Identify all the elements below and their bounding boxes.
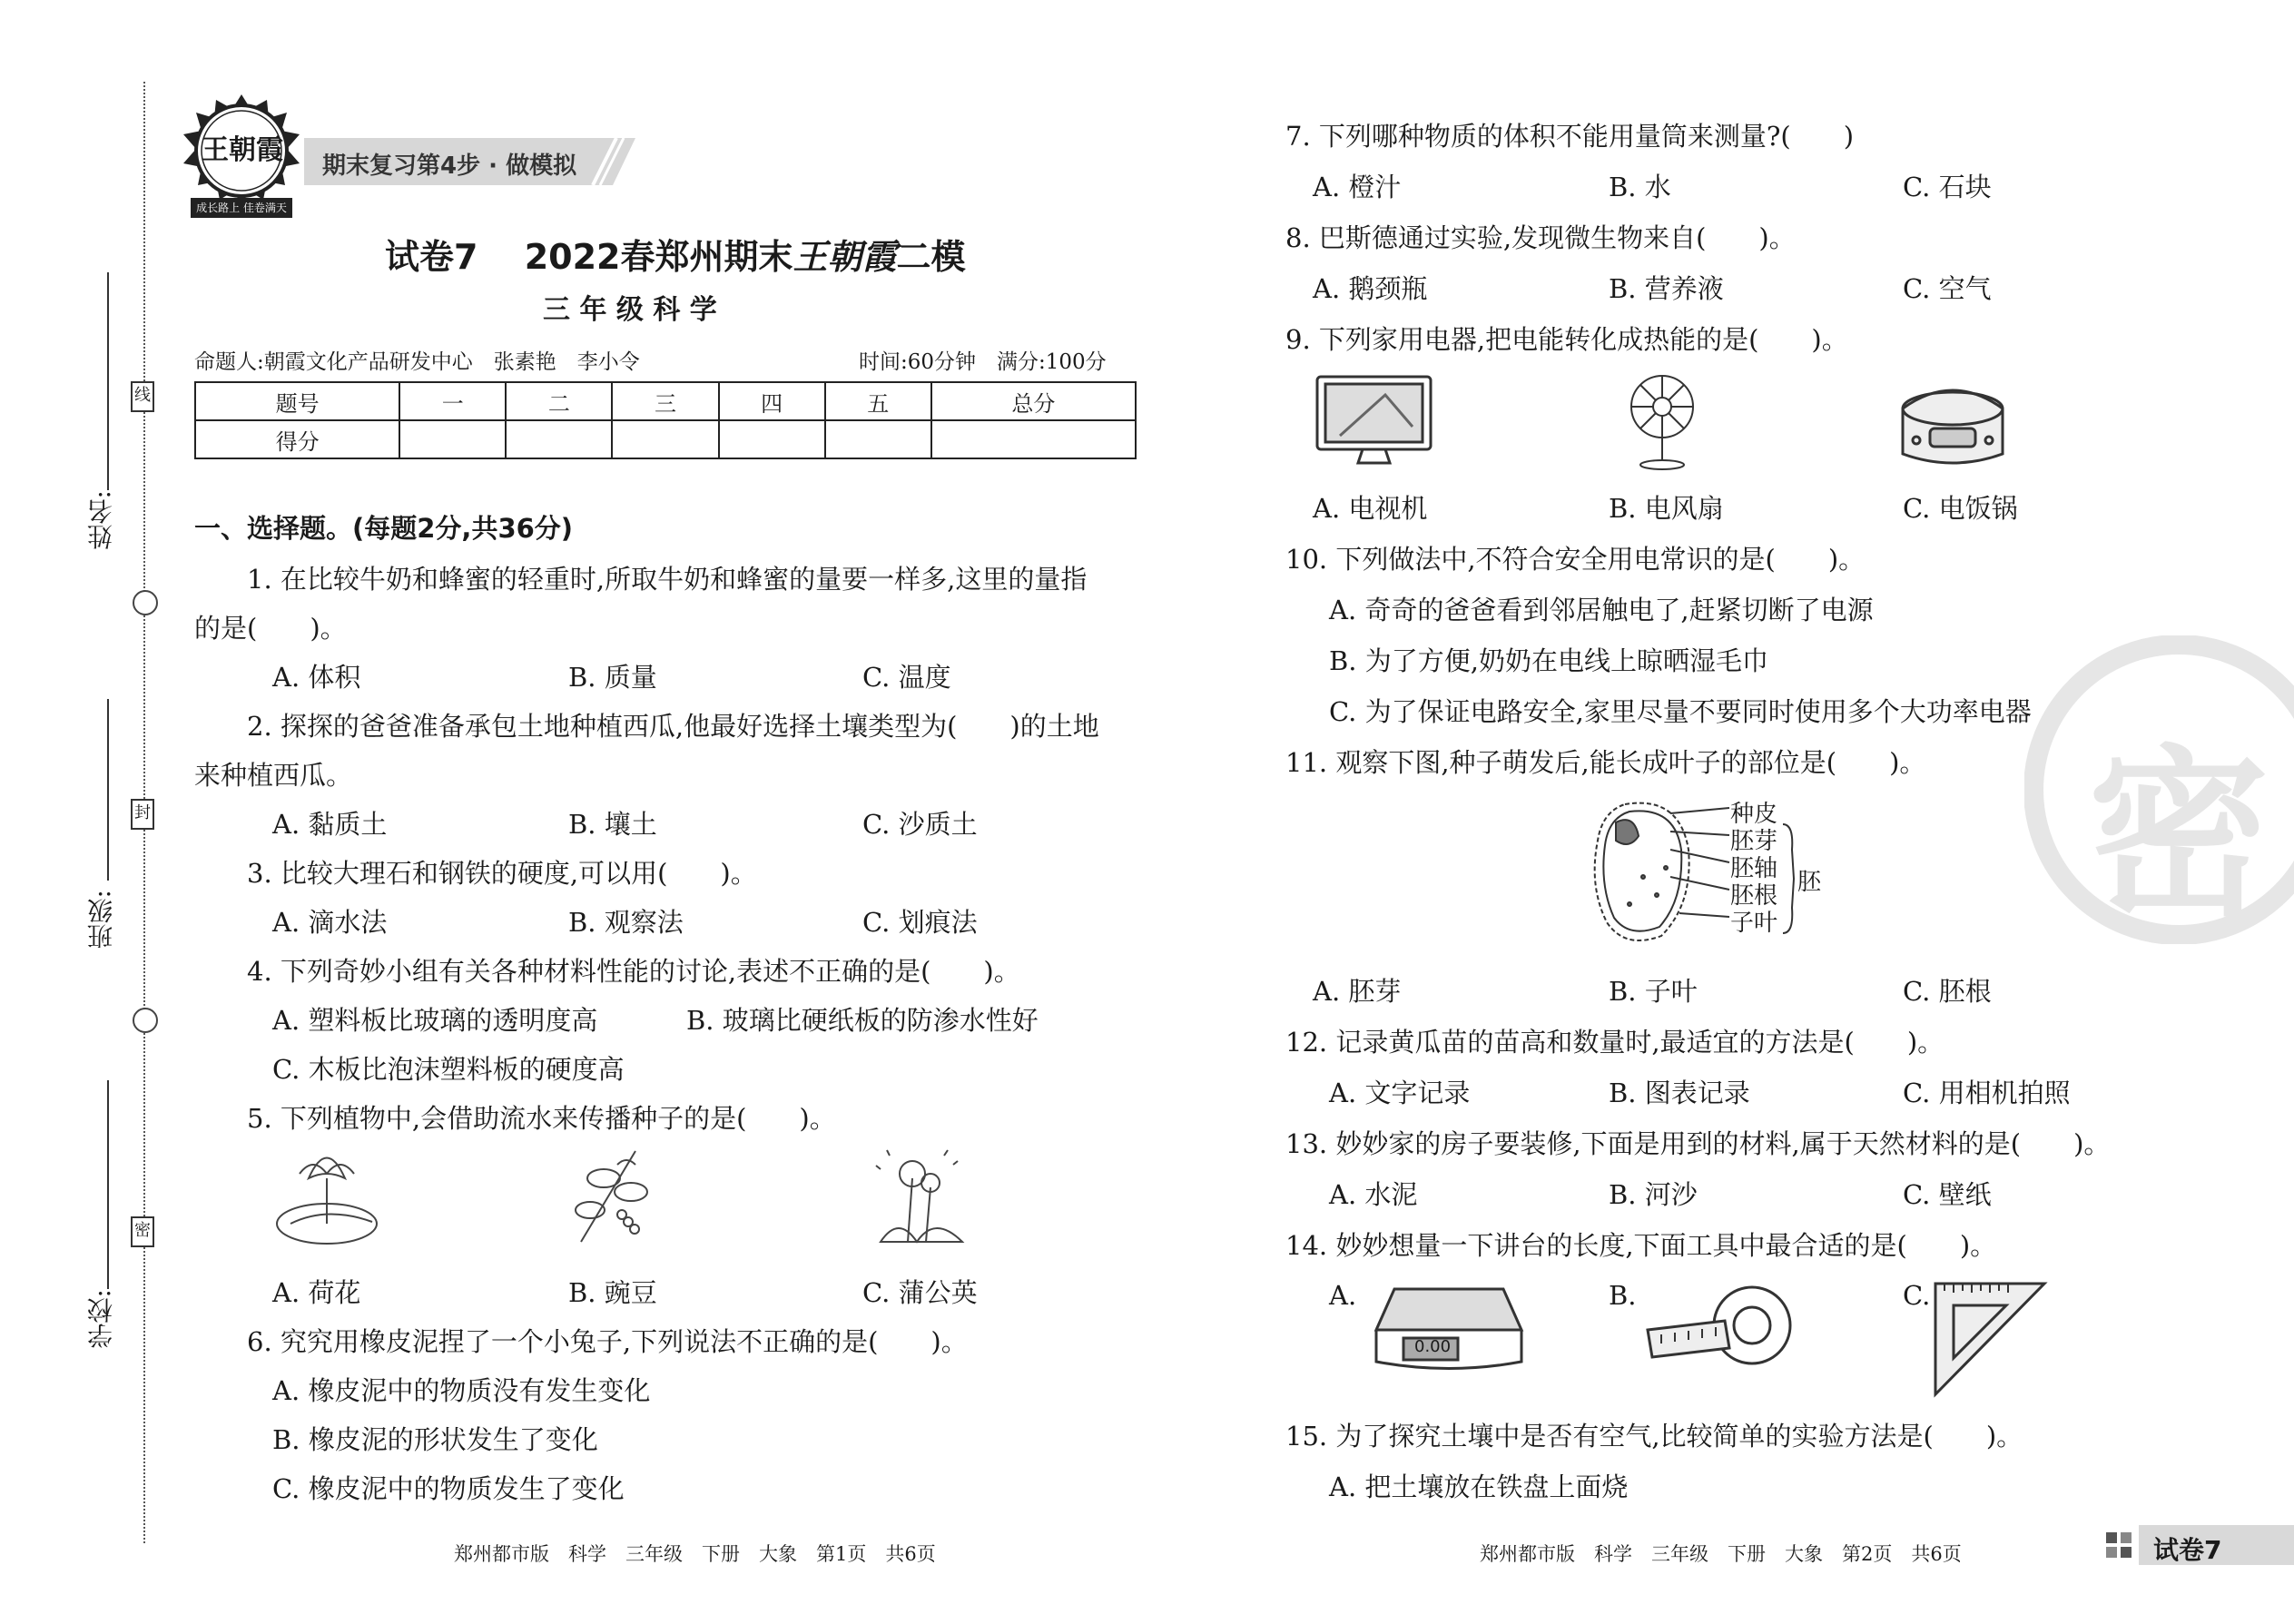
banner-text: 期末复习第4步 · 做模拟 — [322, 153, 577, 180]
q9-stem: 9. 下列家用电器,把电能转化成热能的是( )。 — [1285, 324, 1848, 355]
q5-option-b[interactable]: B. 豌豆 — [568, 1277, 657, 1308]
table-cell: 题号 — [195, 382, 399, 420]
q3-option-b[interactable]: B. 观察法 — [568, 907, 684, 938]
q1-option-a[interactable]: A. 体积 — [272, 662, 361, 693]
q9-option-c[interactable]: C. 电饭锅 — [1903, 493, 2018, 524]
q12-option-b[interactable]: B. 图表记录 — [1609, 1078, 1750, 1108]
score-table — [194, 381, 1137, 459]
seed-label-cotyledon: 子叶 — [1730, 910, 1778, 937]
q1-stem-cont: 的是( )。 — [194, 613, 347, 644]
q8-option-b[interactable]: B. 营养液 — [1609, 273, 1724, 304]
school-label: 学校: — [86, 1289, 116, 1349]
time-score: 时间:60分钟 满分:100分 — [859, 350, 1107, 374]
score-cell[interactable] — [719, 420, 825, 458]
q7-option-c[interactable]: C. 石块 — [1903, 172, 1992, 202]
lotus-image — [272, 1142, 390, 1255]
title-prefix: 试卷7 — [385, 237, 478, 277]
table-cell: 一 — [399, 382, 506, 420]
q13-stem: 13. 妙妙家的房子要装修,下面是用到的材料,属于天然材料的是( )。 — [1285, 1128, 2111, 1159]
q8-stem: 8. 巴斯德通过实验,发现微生物来自( )。 — [1285, 222, 1796, 253]
scale-display: 0.00 — [1414, 1337, 1452, 1356]
q12-option-c[interactable]: C. 用相机拍照 — [1903, 1078, 2071, 1108]
title-suffix: 二模 — [896, 237, 966, 277]
q11-option-a[interactable]: A. 胚芽 — [1313, 976, 1402, 1007]
q11-option-c[interactable]: C. 胚根 — [1903, 976, 1992, 1007]
tape-measure-image — [1643, 1280, 1807, 1383]
q2-option-b[interactable]: B. 壤土 — [568, 809, 657, 840]
q12-stem: 12. 记录黄瓜苗的苗高和数量时,最适宜的方法是( )。 — [1285, 1027, 1944, 1058]
q6-option-b[interactable]: B. 橡皮泥的形状发生了变化 — [272, 1424, 598, 1455]
q3-option-c[interactable]: C. 划痕法 — [862, 907, 978, 938]
table-cell: 得分 — [195, 420, 399, 458]
q2-stem-cont: 来种植西瓜。 — [194, 760, 353, 791]
school-underline — [107, 1080, 109, 1289]
q3-option-a[interactable]: A. 滴水法 — [272, 907, 388, 938]
logo-slogan: 成长路上 佳卷满天 — [196, 202, 287, 214]
name-label: 姓名: — [86, 490, 116, 550]
table-cell: 三 — [612, 382, 718, 420]
dandelion-image — [862, 1142, 980, 1255]
table-row — [195, 420, 1136, 458]
q1-option-b[interactable]: B. 质量 — [568, 662, 657, 693]
title-main: 2022春郑州期末 — [524, 237, 793, 277]
brand-logo — [178, 91, 305, 227]
q3-stem: 3. 比较大理石和钢铁的硬度,可以用( )。 — [247, 858, 757, 889]
table-cell: 四 — [719, 382, 825, 420]
television-image — [1313, 372, 1435, 476]
q5-option-c[interactable]: C. 蒲公英 — [862, 1277, 978, 1308]
q1-option-c[interactable]: C. 温度 — [862, 662, 951, 693]
binding-hole — [133, 1008, 158, 1033]
q8-option-c[interactable]: C. 空气 — [1903, 273, 1992, 304]
class-label: 班级: — [86, 890, 116, 950]
seed-label-radicle: 胚根 — [1730, 882, 1778, 910]
q11-stem: 11. 观察下图,种子萌发后,能长成叶子的部位是( )。 — [1285, 747, 1926, 778]
q14-stem: 14. 妙妙想量一下讲台的长度,下面工具中最合适的是( )。 — [1285, 1230, 1997, 1261]
seal-seal-mark: 封 — [131, 799, 154, 830]
logo-text: 王朝霞 — [202, 134, 283, 166]
q13-option-a[interactable]: A. 水泥 — [1329, 1179, 1418, 1210]
score-cell[interactable] — [399, 420, 506, 458]
section-heading: 一、选择题。(每题2分,共36分) — [194, 513, 574, 544]
banner — [304, 138, 635, 185]
q2-option-a[interactable]: A. 黏质土 — [272, 809, 388, 840]
authors: 命题人:朝霞文化产品研发中心 张素艳 李小令 — [194, 350, 640, 374]
class-underline — [107, 699, 109, 881]
set-square-image — [1932, 1280, 2050, 1402]
seal-line-mark: 线 — [131, 381, 154, 412]
watermark-seal — [2024, 635, 2294, 944]
q9-option-b[interactable]: B. 电风扇 — [1609, 493, 1724, 524]
table-cell: 二 — [506, 382, 612, 420]
q2-option-c[interactable]: C. 沙质土 — [862, 809, 978, 840]
q4-option-b[interactable]: B. 玻璃比硬纸板的防渗水性好 — [686, 1005, 1039, 1036]
q7-option-b[interactable]: B. 水 — [1609, 172, 1671, 202]
q10-option-b[interactable]: B. 为了方便,奶奶在电线上晾晒湿毛巾 — [1329, 645, 1768, 676]
q5-stem: 5. 下列植物中,会借助流水来传播种子的是( )。 — [247, 1103, 836, 1134]
binding-hole — [133, 590, 158, 615]
q10-stem: 10. 下列做法中,不符合安全用电常识的是( )。 — [1285, 544, 1866, 575]
table-cell: 五 — [825, 382, 931, 420]
paper-tag — [2106, 1525, 2294, 1567]
q12-option-a[interactable]: A. 文字记录 — [1329, 1078, 1471, 1108]
q7-stem: 7. 下列哪种物质的体积不能用量筒来测量?( ) — [1285, 121, 1855, 152]
seed-label-plumule: 胚芽 — [1730, 828, 1778, 855]
q4-stem: 4. 下列奇妙小组有关各种材料性能的讨论,表述不正确的是( )。 — [247, 956, 1020, 987]
q15-stem: 15. 为了探究土壤中是否有空气,比较简单的实验方法是( )。 — [1285, 1421, 2023, 1452]
q8-option-a[interactable]: A. 鹅颈瓶 — [1313, 273, 1428, 304]
q11-option-b[interactable]: B. 子叶 — [1609, 976, 1698, 1007]
watermark-text: 密 — [2088, 730, 2270, 941]
q10-option-a[interactable]: A. 奇奇的爸爸看到邻居触电了,赶紧切断了电源 — [1329, 595, 1874, 625]
rice-cooker-image — [1894, 372, 2012, 476]
seed-label-embryo: 胚 — [1797, 869, 1822, 896]
q6-option-c[interactable]: C. 橡皮泥中的物质发生了变化 — [272, 1473, 625, 1504]
score-cell[interactable] — [506, 420, 612, 458]
q6-stem: 6. 究究用橡皮泥捏了一个小兔子,下列说法不正确的是( )。 — [247, 1326, 968, 1357]
seed-label-hypocotyl: 胚轴 — [1730, 855, 1778, 882]
q14-option-b[interactable]: B. — [1609, 1280, 1637, 1311]
electronic-scale-image — [1367, 1280, 1531, 1383]
q5-option-a[interactable]: A. 荷花 — [272, 1277, 361, 1308]
footer-right: 郑州都市版 科学 三年级 下册 大象 第2页 共6页 — [1480, 1543, 1962, 1565]
name-underline — [107, 272, 109, 490]
seed-label-coat: 种皮 — [1730, 801, 1778, 828]
pea-image — [554, 1142, 672, 1255]
q14-option-a[interactable]: A. — [1329, 1280, 1357, 1311]
footer-left: 郑州都市版 科学 三年级 下册 大象 第1页 共6页 — [454, 1543, 936, 1565]
q4-option-a[interactable]: A. 塑料板比玻璃的透明度高 — [272, 1005, 598, 1036]
q6-option-a[interactable]: A. 橡皮泥中的物质没有发生变化 — [272, 1375, 651, 1406]
score-cell[interactable] — [931, 420, 1136, 458]
q2-stem: 2. 探探的爸爸准备承包土地种植西瓜,他最好选择土壤类型为( )的土地 — [247, 711, 1099, 742]
subtitle: 三 年 级 科 学 — [543, 294, 717, 326]
seal-secret-mark: 密 — [131, 1216, 154, 1247]
score-cell[interactable] — [825, 420, 931, 458]
q14-option-c[interactable]: C. — [1903, 1280, 1931, 1311]
paper-tag-text: 试卷7 — [2153, 1535, 2222, 1565]
q13-option-b[interactable]: B. 河沙 — [1609, 1179, 1698, 1210]
title-brand: 王朝霞 — [793, 236, 897, 277]
q1-stem: 1. 在比较牛奶和蜂蜜的轻重时,所取牛奶和蜂蜜的量要一样多,这里的量指 — [247, 564, 1088, 595]
q4-option-c[interactable]: C. 木板比泡沫塑料板的硬度高 — [272, 1054, 625, 1085]
q10-option-c[interactable]: C. 为了保证电路安全,家里尽量不要同时使用多个大功率电器 — [1329, 696, 2032, 727]
q9-option-a[interactable]: A. 电视机 — [1313, 493, 1428, 524]
q7-option-a[interactable]: A. 橙汁 — [1313, 172, 1402, 202]
score-cell[interactable] — [612, 420, 718, 458]
q15-option-a[interactable]: A. 把土壤放在铁盘上面烧 — [1329, 1471, 1629, 1502]
electric-fan-image — [1621, 372, 1703, 476]
table-row — [195, 382, 1136, 420]
q13-option-c[interactable]: C. 壁纸 — [1903, 1179, 1992, 1210]
seed-label-lines — [1670, 795, 1734, 935]
table-cell: 总分 — [931, 382, 1136, 420]
page-title — [385, 229, 965, 279]
